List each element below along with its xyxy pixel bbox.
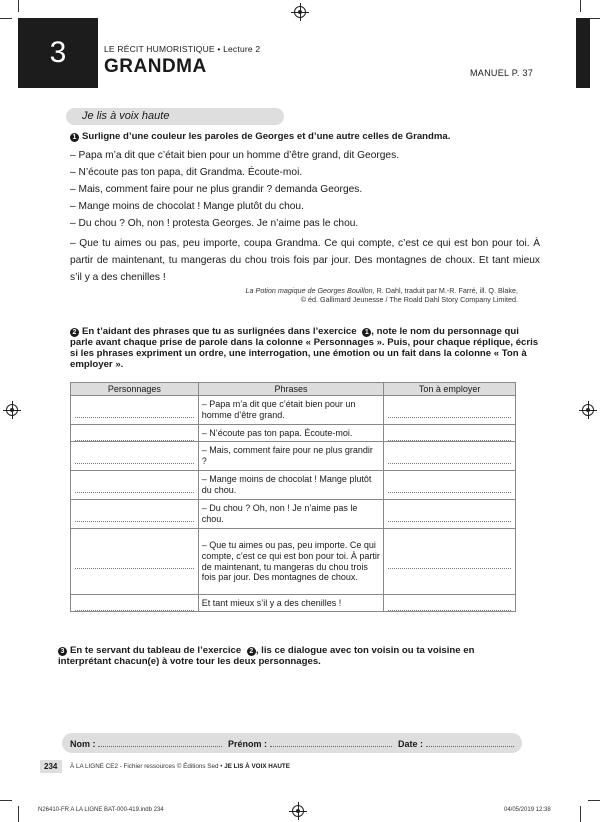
print-slug-file: N26410-FR A LA LIGNE BAT-000-419.indb 234: [38, 807, 164, 813]
section-label: Je lis à voix haute: [82, 110, 170, 122]
print-slug-date: 04/05/2019 12:38: [504, 807, 551, 813]
crop-mark: [580, 0, 581, 12]
exercise-3-text-b: , lis ce dialogue avec ton voisin ou ta voisine en interprétant chacun(e) à votre tour les deux personnages.: [58, 645, 475, 667]
nom-field[interactable]: [98, 746, 222, 747]
table-row: [71, 471, 516, 500]
ton-answer-field[interactable]: [384, 471, 516, 500]
crop-mark: [18, 806, 19, 822]
registration-mark-bottom: [292, 805, 304, 817]
crop-mark: [588, 800, 600, 801]
ton-answer-field[interactable]: [384, 595, 516, 612]
dialogue-line: – Du chou ? Oh, non ! protesta Georges. Je n’aime pas le chou.: [70, 218, 359, 229]
exercise-2-text-a: En t’aidant des phrases que tu as surlignées dans l’exercice: [82, 326, 357, 337]
registration-mark-right: [582, 404, 594, 416]
citation: [200, 286, 518, 304]
crop-mark: [580, 806, 581, 822]
citation-title: La Potion magique de Georges Bouillon: [245, 286, 373, 295]
student-info-bar: [62, 733, 522, 753]
personnage-answer-field[interactable]: [71, 529, 199, 595]
footer-credit: [70, 763, 290, 770]
citation-details: , R. Dahl, traduit par M.-R. Farré, ill. Q. Blake,: [372, 286, 518, 295]
registration-mark-left: [6, 404, 18, 416]
exercise-reference-badge: 1: [362, 328, 371, 337]
exercise-2-text-b: , note le nom du personnage qui parle avant chaque prise de parole dans la colonne « Personnages ». Puis, pour chaque réplique, écris si les phrases expriment un ordre, une interrogation, une émotion ou un fait dans la colonne « Ton à employer ».: [70, 326, 539, 370]
citation-copyright: © éd. Gallimard Jeunesse / The Roald Dahl Story Company Limited.: [300, 295, 518, 304]
table-header-row: [71, 383, 516, 396]
crop-mark: [0, 18, 12, 19]
dialogue-line: – Mais, comment faire pour ne plus grandir ? demanda Georges.: [70, 184, 363, 195]
table-row: [71, 425, 516, 442]
exercise-reference-badge: 2: [247, 647, 256, 656]
personnage-answer-field[interactable]: [71, 442, 199, 471]
manual-reference: MANUEL P. 37: [470, 68, 534, 78]
exercise-number-badge: 2: [70, 328, 79, 337]
personnage-answer-field[interactable]: [71, 471, 199, 500]
phrase-cell: – Du chou ? Oh, non ! Je n’aime pas le chou.: [198, 500, 384, 529]
date-label: Date :: [398, 739, 424, 749]
exercise-number-badge: 3: [58, 647, 67, 656]
chapter-number: 3: [18, 18, 98, 88]
personnage-answer-field[interactable]: [71, 595, 199, 612]
ton-answer-field[interactable]: [384, 500, 516, 529]
exercise-3-text-a: En te servant du tableau de l’exercice: [70, 645, 242, 656]
dialogue-line: – Papa m’a dit que c’était bien pour un homme d’être grand, dit Georges.: [70, 150, 400, 161]
exercise-2-instruction: [70, 326, 540, 370]
phrase-cell: – N’écoute pas ton papa. Écoute-moi.: [198, 425, 384, 442]
crop-mark: [18, 0, 19, 12]
date-field[interactable]: [426, 746, 514, 747]
chapter-kicker: LE RÉCIT HUMORISTIQUE • Lecture 2: [104, 44, 261, 54]
table-row: [71, 595, 516, 612]
ton-answer-field[interactable]: [384, 396, 516, 425]
ton-answer-field[interactable]: [384, 529, 516, 595]
prenom-label: Prénom :: [228, 739, 268, 749]
phrase-cell: – Papa m’a dit que c’était bien pour un homme d’être grand.: [198, 396, 384, 425]
phrase-cell: – Que tu aimes ou pas, peu importe. Ce qui compte, c’est ce qui est bon pour toi. À partir de maintenant, tu mangeras du chou trois fois par jour. Des montagnes de choux.: [198, 529, 384, 595]
dialogue-line: – Que tu aimes ou pas, peu importe, coupa Grandma. Ce qui compte, c’est ce qui est bon pour toi. À partir de maintenant, tu mangeras du chou trois fois par jour. Des montagnes de choux. Et tant mieux s’il y a des chenilles !: [70, 238, 540, 283]
exercise-1-instruction: [70, 131, 540, 142]
exercise-number-badge: 1: [70, 133, 79, 142]
exercise-3-instruction: [58, 645, 528, 667]
chapter-edge-tab: [576, 18, 590, 88]
phrase-cell: – Mange moins de chocolat ! Mange plutôt du chou.: [198, 471, 384, 500]
dialogue-line: – N’écoute pas ton papa, dit Grandma. Écoute-moi.: [70, 167, 303, 178]
footer-section-name: JE LIS À VOIX HAUTE: [224, 763, 290, 770]
dialogue-table: [70, 382, 516, 612]
ton-answer-field[interactable]: [384, 425, 516, 442]
nom-label: Nom :: [70, 739, 96, 749]
table-row: [71, 442, 516, 471]
column-header-phrases: Phrases: [198, 383, 384, 396]
page-number: 234: [44, 762, 58, 771]
ton-answer-field[interactable]: [384, 442, 516, 471]
table-row: [71, 529, 516, 595]
page-title: GRANDMA: [104, 56, 207, 77]
column-header-personnages: Personnages: [71, 383, 199, 396]
table-row: [71, 396, 516, 425]
footer-credit-text: À LA LIGNE CE2 - Fichier ressources © Éditions Sed •: [70, 763, 223, 770]
phrase-cell: – Mais, comment faire pour ne plus grandir ?: [198, 442, 384, 471]
dialogue-line: – Mange moins de chocolat ! Mange plutôt du chou.: [70, 201, 304, 212]
prenom-field[interactable]: [270, 746, 392, 747]
registration-mark-top: [294, 6, 306, 18]
personnage-answer-field[interactable]: [71, 396, 199, 425]
personnage-answer-field[interactable]: [71, 500, 199, 529]
crop-mark: [0, 800, 12, 801]
exercise-1-text: Surligne d’une couleur les paroles de Georges et d’une autre celles de Grandma.: [82, 131, 451, 142]
personnage-answer-field[interactable]: [71, 425, 199, 442]
table-row: [71, 500, 516, 529]
phrase-cell: Et tant mieux s’il y a des chenilles !: [198, 595, 384, 612]
column-header-ton: Ton à employer: [384, 383, 516, 396]
